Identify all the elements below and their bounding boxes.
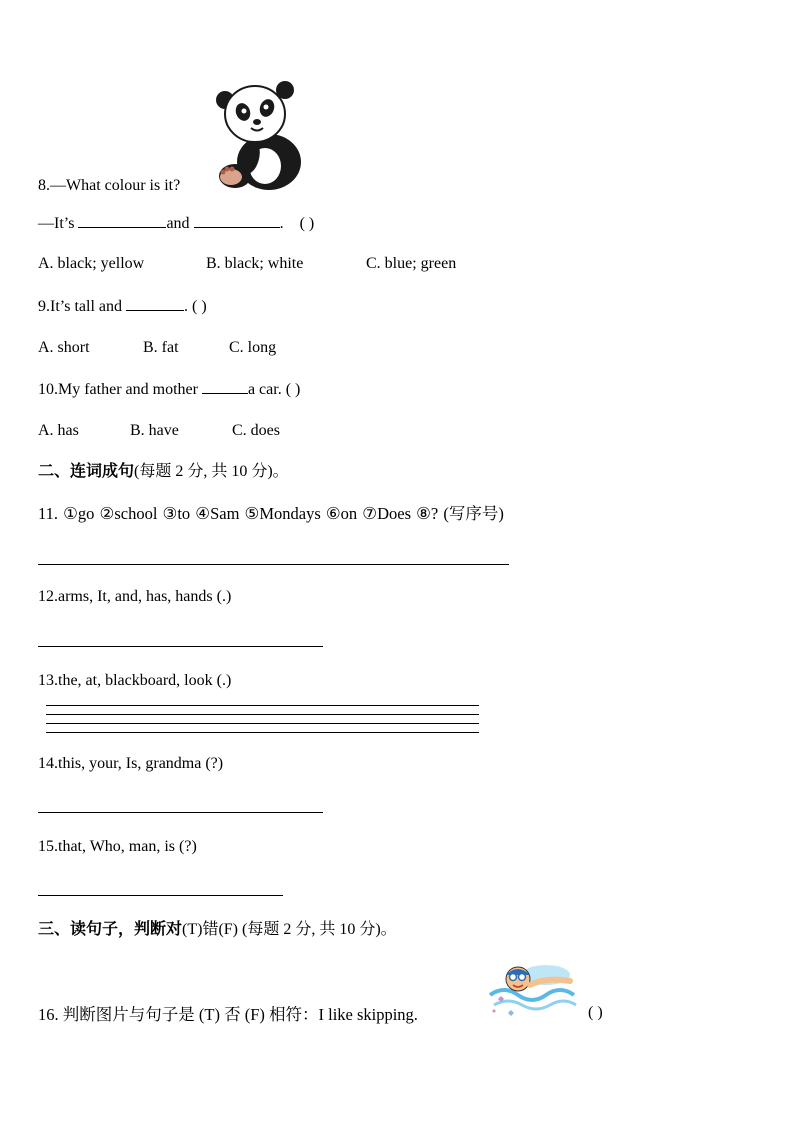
- question-8-text: 8.—What colour is it?: [38, 177, 181, 194]
- answer-line-14[interactable]: [38, 812, 323, 813]
- answer-mid: and: [166, 215, 190, 232]
- section-3-heading: [38, 919, 397, 940]
- panda-image: [213, 78, 305, 193]
- question-10-end: a car.: [247, 381, 282, 398]
- question-9-end: .: [183, 298, 188, 315]
- question-8: [38, 176, 180, 196]
- question-8-options: [38, 254, 456, 274]
- option-c[interactable]: C. long: [229, 339, 277, 356]
- writing-line-1: [46, 705, 479, 706]
- question-10-options: [38, 421, 280, 441]
- writing-line-3: [46, 723, 479, 724]
- question-9-paren[interactable]: ( ): [191, 298, 207, 315]
- section-2-score-note: (每题 2 分, 共 10 分)。: [134, 463, 289, 480]
- question-16-paren[interactable]: ( ): [588, 1004, 603, 1021]
- answer-blank-1[interactable]: [78, 213, 166, 228]
- question-12: 12.arms, It, and, has, hands (.): [38, 588, 232, 605]
- question-14: 14.this, your, Is, grandma (?): [38, 755, 224, 772]
- question-10-paren[interactable]: ( ): [285, 381, 301, 398]
- question-10-prefix: 10.My father and mother: [38, 381, 198, 398]
- question-9-prefix: 9.It’s tall and: [38, 298, 122, 315]
- section-3-score-note: (T)错(F) (每题 2 分, 共 10 分)。: [182, 921, 397, 938]
- answer-paren[interactable]: ( ): [299, 215, 315, 232]
- answer-line-11[interactable]: [38, 564, 509, 565]
- section-2-title: 二、连词成句: [38, 461, 135, 480]
- answer-line-15[interactable]: [38, 895, 283, 896]
- answer-prefix: —It’s: [38, 215, 75, 232]
- question-13: 13.the, at, blackboard, look (.): [38, 672, 232, 689]
- question-16-text: 16. 判断图片与句子是 (T) 否 (F) 相符：I like skipping.: [38, 1005, 418, 1024]
- option-a[interactable]: A. has: [38, 422, 79, 439]
- answer-blank-2[interactable]: [194, 213, 280, 228]
- question-15: 15.that, Who, man, is (?): [38, 838, 197, 855]
- option-b[interactable]: B. black; white: [206, 255, 304, 272]
- question-9: [38, 296, 207, 317]
- question-8-answer: [38, 213, 314, 234]
- option-c[interactable]: C. blue; green: [366, 255, 457, 272]
- answer-end: .: [279, 215, 284, 232]
- question-11: 11. ①go ②school ③to ④Sam ⑤Mondays ⑥on ⑦Does ⑧? (写序号): [38, 504, 504, 523]
- option-a[interactable]: A. short: [38, 339, 90, 356]
- option-c[interactable]: C. does: [232, 422, 280, 439]
- section-3-title: 三、读句子，判断对: [38, 919, 183, 938]
- question-10: [38, 379, 300, 400]
- writing-line-2: [46, 714, 479, 715]
- swimmer-image: [484, 955, 580, 1021]
- question-9-blank[interactable]: [126, 296, 184, 311]
- option-b[interactable]: B. fat: [143, 339, 179, 356]
- option-b[interactable]: B. have: [130, 422, 179, 439]
- option-a[interactable]: A. black; yellow: [38, 255, 145, 272]
- section-2-heading: [38, 461, 289, 482]
- question-16: [38, 1005, 418, 1025]
- answer-line-12[interactable]: [38, 646, 323, 647]
- writing-line-4[interactable]: [46, 732, 479, 733]
- question-10-blank[interactable]: [202, 379, 248, 394]
- question-9-options: [38, 338, 276, 358]
